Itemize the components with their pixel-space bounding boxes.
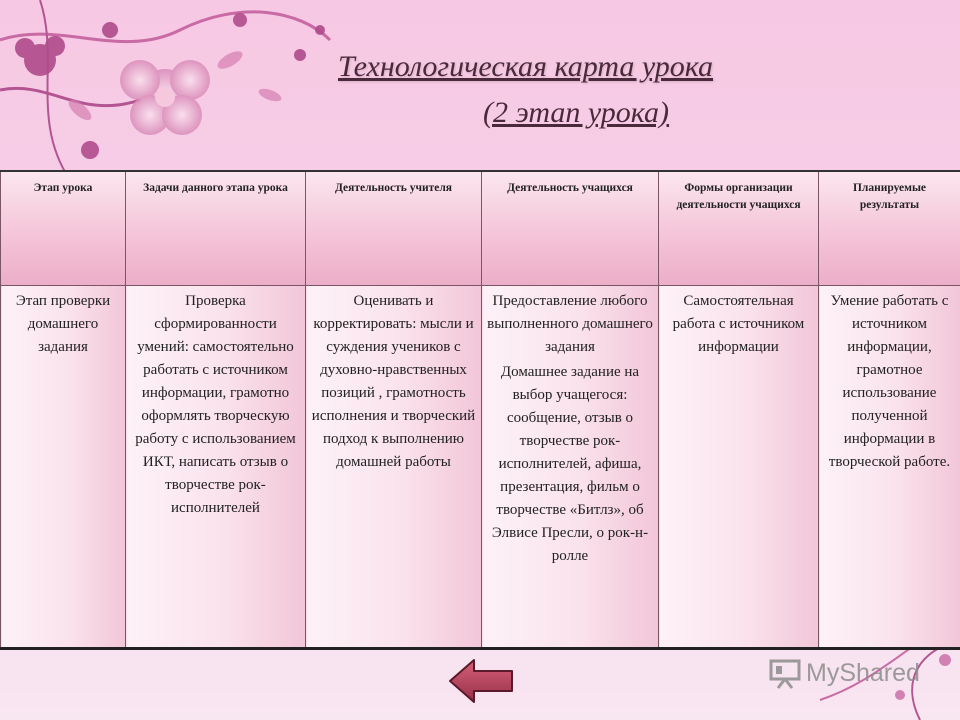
cell-results: Умение работать с источником информации, грамотное использование полученной информации в творческой работе. (819, 286, 960, 649)
table-row (1, 286, 960, 649)
watermark (768, 656, 920, 690)
presentation-icon (768, 656, 802, 690)
floral-decoration-icon (0, 0, 380, 190)
lesson-map-table (0, 170, 960, 650)
table-header-row (1, 171, 960, 286)
watermark-text: MyShared (806, 658, 920, 687)
header-teacher-activity: Деятельность учителя (306, 171, 482, 286)
cell-student-activity (482, 286, 659, 649)
cell-forms: Самостоятельная работа с источником информации (659, 286, 819, 649)
page-title: Технологическая карта урока (338, 50, 714, 83)
header-stage: Этап урока (1, 171, 126, 286)
back-arrow-icon[interactable] (448, 658, 514, 704)
header-forms: Формы организации деятельности учащихся (659, 171, 819, 286)
student-activity-p2: Домашнее задание на выбор учащегося: сообщение, отзыв о творчестве рок-исполнителей, афиша, презентация, фильм о творчестве «Битлз», об Элвисе Пресли, о рок-н-ролле (491, 364, 649, 564)
header-results: Планируемые результаты (819, 171, 960, 286)
page-subtitle: (2 этап урока) (483, 96, 670, 129)
header-student-activity: Деятельность учащихся (482, 171, 659, 286)
cell-teacher-activity: Оценивать и корректировать: мысли и суждения учеников с духовно-нравственных позиций , грамотность исполнения и творческий подход к выполнению домашней работы (306, 286, 482, 649)
cell-stage: Этап проверки домашнего задания (1, 286, 126, 649)
cell-tasks: Проверка сформированности умений: самостоятельно работать с источником информации, грамотно оформлять творческую работу с использованием ИКТ, написать отзыв о творчестве рок-исполнителей (126, 286, 306, 649)
header-tasks: Задачи данного этапа урока (126, 171, 306, 286)
student-activity-p1: Предоставление любого выполненного домашнего задания (487, 293, 653, 355)
